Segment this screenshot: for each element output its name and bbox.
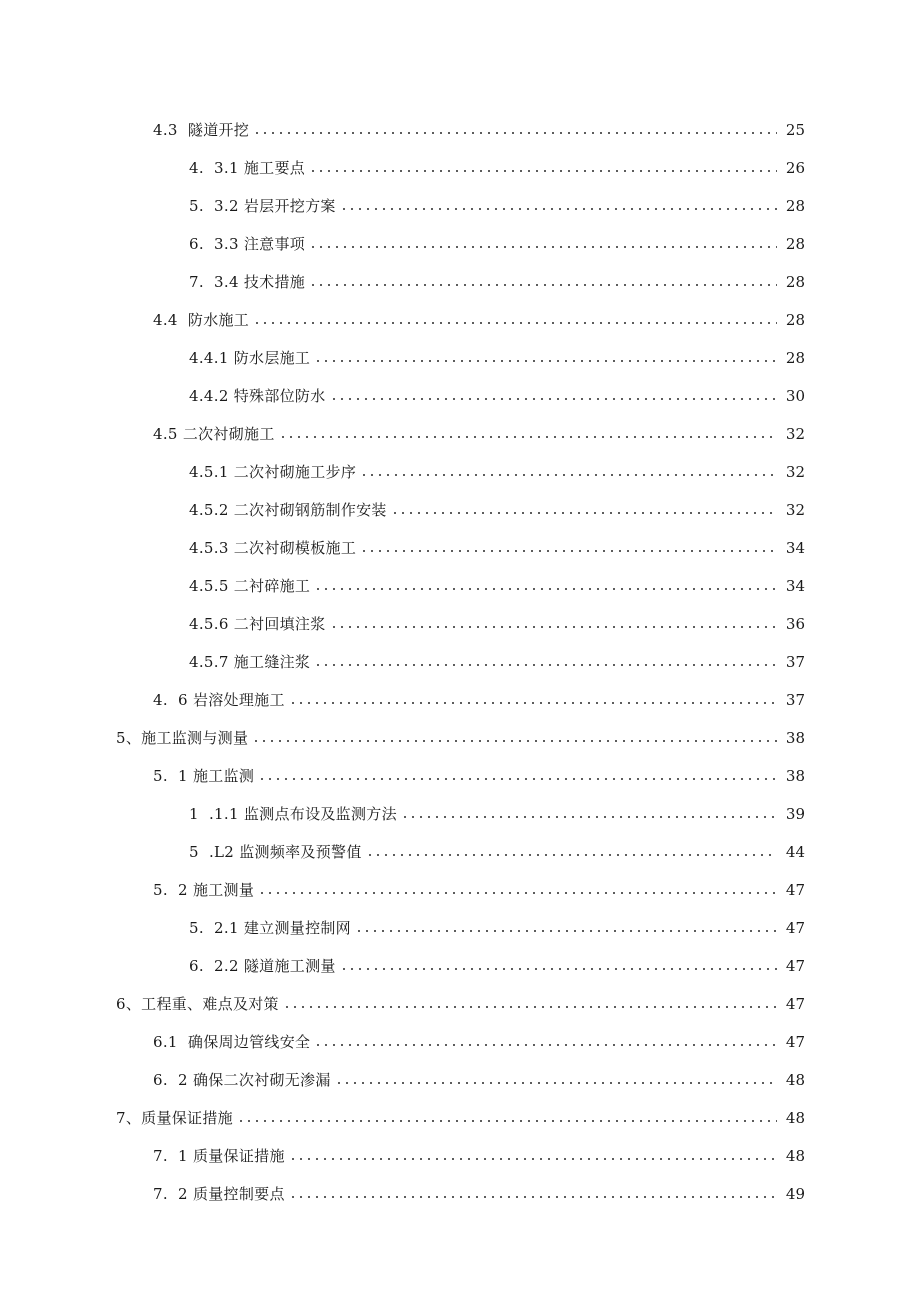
toc-page-number: 38 <box>785 767 805 785</box>
toc-dot-leader <box>279 436 777 438</box>
toc-entry[interactable] <box>0 149 920 187</box>
toc-entry[interactable] <box>0 605 920 643</box>
toc-entry-label: 5. 2.1 建立测量控制网 <box>189 919 351 937</box>
toc-entry[interactable] <box>0 1099 920 1137</box>
toc-entry-label: 4.4.1 防水层施工 <box>189 349 311 367</box>
toc-entry-label: 5、施工监测与测量 <box>116 729 249 747</box>
toc-entry[interactable] <box>0 453 920 491</box>
toc-page-number: 28 <box>785 273 805 291</box>
toc-entry[interactable] <box>0 491 920 529</box>
toc-page-number: 44 <box>785 843 805 861</box>
toc-page-number: 28 <box>785 235 805 253</box>
toc-page-number: 38 <box>785 729 805 747</box>
toc-entry[interactable] <box>0 643 920 681</box>
toc-entry-label: 5 .L2 监测频率及预警值 <box>189 843 362 861</box>
toc-page-number: 25 <box>785 121 805 139</box>
toc-entry[interactable] <box>0 947 920 985</box>
toc-page-number: 37 <box>785 653 805 671</box>
toc-entry-label: 4.5.3 二次衬砌模板施工 <box>189 539 357 557</box>
toc-entry[interactable] <box>0 339 920 377</box>
toc-page-number: 26 <box>785 159 805 177</box>
toc-dot-leader <box>330 398 777 400</box>
toc-entry-label: 4. 3.1 施工要点 <box>189 159 306 177</box>
toc-entry-label: 6.1 确保周边管线安全 <box>153 1033 311 1051</box>
toc-entry-label: 4.5.5 二衬碎施工 <box>189 577 311 595</box>
toc-dot-leader <box>314 360 777 362</box>
toc-entry-label: 4.5.1 二次衬砌施工步序 <box>189 463 357 481</box>
toc-page-number: 28 <box>785 349 805 367</box>
toc-dot-leader <box>258 892 777 894</box>
toc-dot-leader <box>253 322 777 324</box>
toc-entry[interactable] <box>0 301 920 339</box>
toc-entry[interactable] <box>0 263 920 301</box>
toc-entry[interactable] <box>0 1061 920 1099</box>
toc-entry-label: 7、质量保证措施 <box>116 1109 233 1127</box>
toc-dot-leader <box>289 702 777 704</box>
toc-entry-label: 6、工程重、难点及对策 <box>116 995 279 1013</box>
toc-entry[interactable] <box>0 1137 920 1175</box>
toc-entry-label: 7. 2 质量控制要点 <box>153 1185 285 1203</box>
toc-entry[interactable] <box>0 795 920 833</box>
toc-page-number: 49 <box>785 1185 805 1203</box>
toc-dot-leader <box>314 1044 777 1046</box>
toc-entry-label: 7. 3.4 技术措施 <box>189 273 306 291</box>
toc-dot-leader <box>340 968 777 970</box>
toc-entry[interactable] <box>0 225 920 263</box>
toc-entry[interactable] <box>0 681 920 719</box>
toc-entry-label: 7. 1 质量保证措施 <box>153 1147 285 1165</box>
toc-entry[interactable] <box>0 757 920 795</box>
toc-page-number: 39 <box>785 805 805 823</box>
toc-entry-label: 4.5 二次衬砌施工 <box>153 425 275 443</box>
toc-dot-leader <box>309 170 777 172</box>
toc-entry-label: 6. 3.3 注意事项 <box>189 235 306 253</box>
toc-entry-label: 4.5.2 二次衬砌钢筋制作安装 <box>189 501 387 519</box>
toc-entry[interactable] <box>0 1175 920 1213</box>
table-of-contents <box>0 111 920 1213</box>
toc-dot-leader <box>391 512 777 514</box>
toc-entry[interactable] <box>0 111 920 149</box>
toc-entry[interactable] <box>0 187 920 225</box>
toc-dot-leader <box>330 626 777 628</box>
toc-entry[interactable] <box>0 377 920 415</box>
toc-entry[interactable] <box>0 871 920 909</box>
toc-dot-leader <box>401 816 777 818</box>
toc-dot-leader <box>314 664 777 666</box>
toc-page-number: 37 <box>785 691 805 709</box>
toc-dot-leader <box>366 854 777 856</box>
toc-dot-leader <box>335 1082 777 1084</box>
toc-dot-leader <box>309 246 777 248</box>
toc-entry-label: 4.5.7 施工缝注浆 <box>189 653 311 671</box>
toc-dot-leader <box>314 588 777 590</box>
toc-entry-label: 4.5.6 二衬回填注浆 <box>189 615 326 633</box>
toc-entry[interactable] <box>0 909 920 947</box>
toc-entry[interactable] <box>0 719 920 757</box>
toc-entry-label: 4.4.2 特殊部位防水 <box>189 387 326 405</box>
toc-page-number: 48 <box>785 1071 805 1089</box>
toc-page-number: 32 <box>785 501 805 519</box>
toc-dot-leader <box>309 284 777 286</box>
toc-entry-label: 5. 3.2 岩层开挖方案 <box>189 197 336 215</box>
toc-entry-label: 6. 2 确保二次衬砌无渗漏 <box>153 1071 331 1089</box>
toc-page-number: 32 <box>785 463 805 481</box>
toc-dot-leader <box>289 1196 777 1198</box>
toc-page-number: 47 <box>785 957 805 975</box>
toc-entry-label: 4.3 隧道开挖 <box>153 121 250 139</box>
toc-entry-label: 5. 2 施工测量 <box>153 881 255 899</box>
toc-page-number: 30 <box>785 387 805 405</box>
toc-entry[interactable] <box>0 1023 920 1061</box>
toc-dot-leader <box>340 208 777 210</box>
toc-entry[interactable] <box>0 833 920 871</box>
toc-dot-leader <box>355 930 777 932</box>
toc-page-number: 47 <box>785 919 805 937</box>
toc-entry[interactable] <box>0 529 920 567</box>
toc-page-number: 48 <box>785 1147 805 1165</box>
toc-page-number: 47 <box>785 1033 805 1051</box>
toc-dot-leader <box>360 474 777 476</box>
toc-entry-label: 4.4 防水施工 <box>153 311 250 329</box>
toc-entry-label: 6. 2.2 隧道施工测量 <box>189 957 336 975</box>
toc-dot-leader <box>237 1120 777 1122</box>
toc-page-number: 34 <box>785 577 805 595</box>
toc-page-number: 28 <box>785 197 805 215</box>
toc-page-number: 36 <box>785 615 805 633</box>
toc-page-number: 47 <box>785 881 805 899</box>
toc-dot-leader <box>283 1006 777 1008</box>
toc-entry-label: 4. 6 岩溶处理施工 <box>153 691 285 709</box>
toc-page-number: 28 <box>785 311 805 329</box>
toc-page-number: 32 <box>785 425 805 443</box>
toc-dot-leader <box>360 550 777 552</box>
toc-dot-leader <box>289 1158 777 1160</box>
toc-entry-label: 5. 1 施工监测 <box>153 767 255 785</box>
toc-page-number: 34 <box>785 539 805 557</box>
toc-dot-leader <box>258 778 777 780</box>
toc-entry[interactable] <box>0 985 920 1023</box>
toc-dot-leader <box>252 740 777 742</box>
toc-page-number: 48 <box>785 1109 805 1127</box>
toc-page-number: 47 <box>785 995 805 1013</box>
toc-dot-leader <box>253 132 777 134</box>
toc-entry[interactable] <box>0 567 920 605</box>
toc-entry-label: 1 .1.1 监测点布设及监测方法 <box>189 805 397 823</box>
toc-entry[interactable] <box>0 415 920 453</box>
